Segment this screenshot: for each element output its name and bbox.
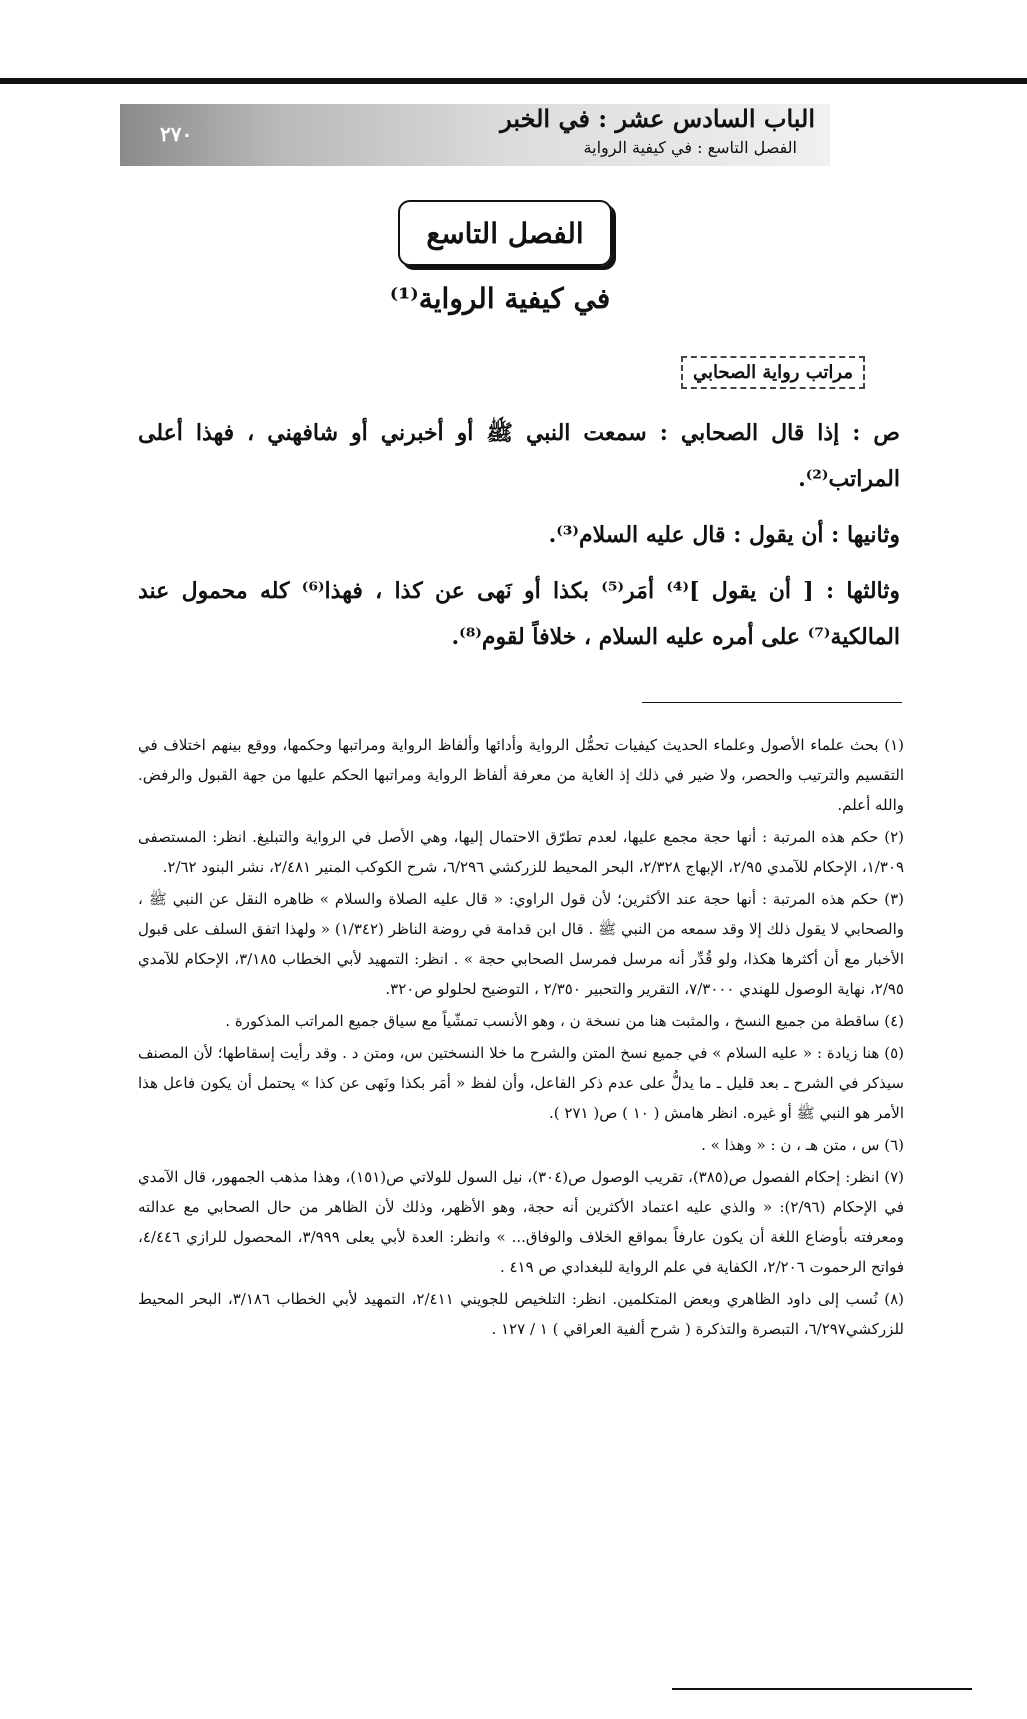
- footnotes: [138, 730, 904, 1346]
- running-header-part-title: الباب السادس عشر : في الخبر: [500, 104, 815, 133]
- running-header-chapter-subtitle: الفصل التاسع : في كيفية الرواية: [583, 138, 797, 157]
- top-rule: [0, 78, 1027, 84]
- footnote: (٨) نُسب إلى داود الظاهري وبعض المتكلمين. انظر: التلخيص للجويني ٢/٤١١، التمهيد لأبي الخطاب ٣/١٨٦، البحر المحيط للزركشي٦/٢٩٧، التبصرة والتذكرة ( شرح ألفية العراقي ) ١ / ١٢٧ .: [138, 1290, 904, 1338]
- main-paragraph: ص : إذا قال الصحابي : سمعت النبي ﷺ أو أخبرني أو شافهني ، فهذا أعلى المراتب⁽²⁾.: [138, 420, 900, 492]
- bottom-rule: [672, 1688, 972, 1690]
- main-text: [138, 410, 900, 670]
- footnote: (٧) انظر: إحكام الفصول ص(٣٨٥)، تقريب الوصول ص(٣٠٤)، نيل السول للولاتي ص(١٥١)، وهذا مذهب الجمهور، قال الآمدي في الإحكام (٢/٩٦): « والذي عليه اعتماد الأكثرين أنه حجة، وهو الأظهر، وذلك لأن الظاهر من حال الصحابي مع عدالته ومعرفته بأوضاع اللغة أن يكون عارفاً بمواقع الخلاف والوفاق... » وانظر: العدة لأبي يعلى ٣/٩٩٩، المحصول للرازي ٤/٤٤٦، فواتح الرحموت ٢/٢٠٦، الكفاية في علم الرواية للبغدادي ص ٤١٩ .: [138, 1168, 905, 1276]
- footnote-separator: [642, 702, 902, 703]
- footnote: (٤) ساقطة من جميع النسخ ، والمثبت هنا من نسخة ن ، وهو الأنسب تمشّياً مع سياق جميع المراتب المذكورة .: [225, 1012, 904, 1030]
- chapter-title: في كيفية الرواية⁽¹⁾: [389, 282, 611, 315]
- chapter-box: [398, 200, 612, 266]
- footnote: (٣) حكم هذه المرتبة : أنها حجة عند الأكثرين؛ لأن قول الراوي: « قال عليه الصلاة والسلام » ظاهره النقل عن النبي ﷺ ، والصحابي لا يقول ذلك إلا وقد سمعه من النبي ﷺ . قال ابن قدامة في روضة الناظر (١/٣٤٢) « ولهذا اتفق السلف على قبول الأخبار مع أن أكثرها هكذا، ولو قُدِّر أنه مرسل فمرسل الصحابي حجة » . انظر: التمهيد لأبي الخطاب ٣/١٨٥، الإحكام للآمدي ٢/٩٥، نهاية الوصول للهندي ٧/٣٠٠٠، التقرير والتحبير ٢/٣٥٠ ، التوضيح لحلولو ص٣٢٠.: [138, 890, 905, 998]
- footnote: (٦) س ، متن هـ ، ن : « وهذا » .: [701, 1136, 904, 1154]
- footnote: (١) بحث علماء الأصول وعلماء الحديث كيفيات تحمُّل الرواية وأدائها وألفاظ الرواية ومراتبها وحكمها، ووقع بينهم اختلاف في التقسيم والترتيب والحصر، ولا ضير في ذلك إذ الغاية من معرفة ألفاظ الرواية ومراتبها الحكم عليها من جهة القبول والرفض. والله أعلم.: [138, 736, 904, 814]
- chapter-box-label: الفصل التاسع: [426, 216, 584, 250]
- section-label: مراتب رواية الصحابي: [681, 356, 865, 389]
- footnote: (٢) حكم هذه المرتبة : أنها حجة مجمع عليها، لعدم تطرّق الاحتمال إليها، وهي الأصل في الرواية والتبليغ. انظر: المستصفى ١/٣٠٩، الإحكام للآمدي ٢/٩٥، الإبهاج ٢/٣٢٨، البحر المحيط للزركشي ٦/٢٩٦، شرح الكوكب المنير ٢/٤٨١، نشر البنود ٢/٦٢.: [138, 828, 904, 876]
- footnote: (٥) هنا زيادة : « عليه السلام » في جميع نسخ المتن والشرح ما خلا النسختين س، ومتن د . وقد رأيت إسقاطها؛ لأن المصنف سيذكر في الشرح ـ بعد قليل ـ ما يدلُّ على عدم ذكر الفاعل، وأن لفظ « أمَر بكذا ونَهى عن كذا » يحتمل أن يكون فاعل هذا الأمر هو النبي ﷺ أو غيره. انظر هامش ( ١٠ ) ص( ٢٧١ ).: [138, 1044, 904, 1122]
- main-paragraph: وثانيها : أن يقول : قال عليه السلام⁽³⁾.: [548, 522, 900, 548]
- main-paragraph: وثالثها : [ أن يقول ]⁽⁴⁾ أمَر⁽⁵⁾ بكذا أو نَهى عن كذا ، فهذا⁽⁶⁾ كله محمول عند المالكية⁽⁷⁾ على أمره عليه السلام ، خلافاً لقوم⁽⁸⁾.: [138, 578, 900, 650]
- page-number: ٢٧٠: [160, 122, 193, 146]
